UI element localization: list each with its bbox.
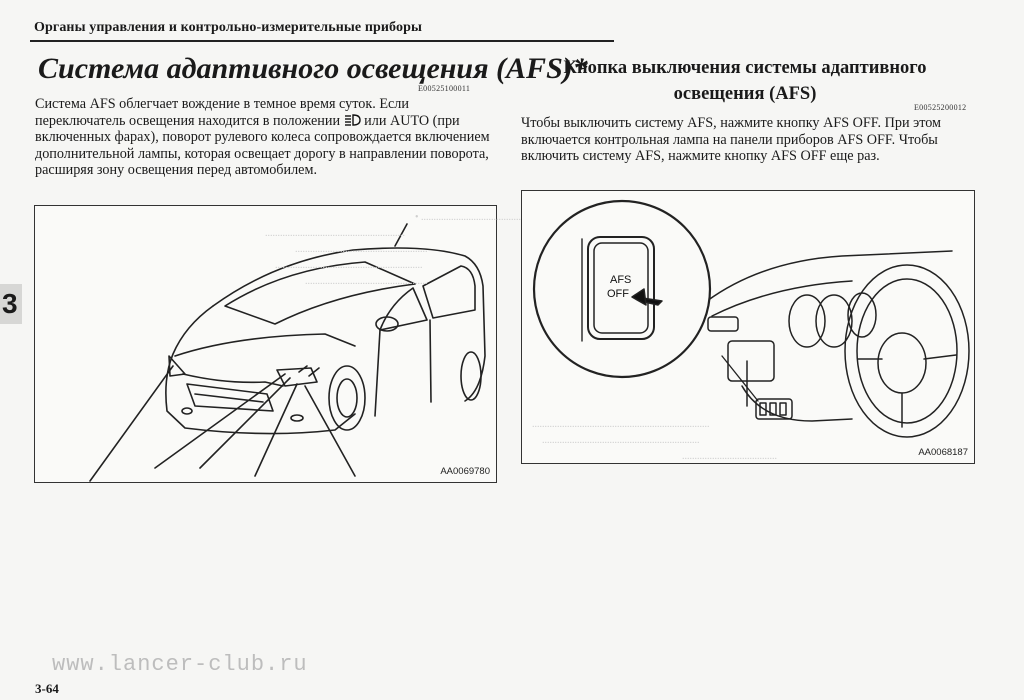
left-figure-code: AA0069780: [440, 466, 490, 477]
right-title-line-1: Кнопка выключения системы адаптивного: [563, 58, 927, 78]
chapter-tab: 3: [0, 284, 22, 324]
page-number: 3-64: [35, 681, 59, 696]
header-rule: [30, 40, 614, 42]
right-section-title: [545, 55, 945, 107]
left-section-title: Система адаптивного освещения (AFS)*: [38, 52, 588, 85]
car-illustration: • ........................................ ........................................................ ..................................................... ........................................................... ................................................. AA0069780: [34, 205, 497, 483]
afs-button-label-2: OFF: [607, 288, 629, 300]
right-body-text: Чтобы выключить систему AFS, нажмите кнопку AFS OFF. При этом включается контрольная лампа на панели приборов AFS OFF. Чтобы включить систему AFS, нажмите кнопку AFS OFF еще раз.: [521, 115, 942, 165]
dashboard-illustration: ....................................................................... ............................................................... ...................................... AFS OFF AA0068187: [521, 190, 975, 464]
right-figure-code: AA0068187: [918, 447, 968, 458]
left-body-text: [35, 96, 490, 179]
right-section-code: E00525200012: [914, 103, 967, 112]
left-section-code: E00525100011: [418, 84, 471, 93]
left-body-part-1: Система AFS облегчает вождение в темное время суток. Если переключатель освещения находится в положении: [35, 96, 409, 129]
left-body-part-2: или AUTO (при включенных фарах), поворот рулевого колеса сопровождается включением дополнительной лампы, которая освещает дорогу в направлении поворота, расширяя зону освещения перед автомобилем.: [35, 112, 490, 179]
afs-button-label-1: AFS: [610, 274, 632, 286]
section-header: Органы управления и контрольно-измерительные приборы: [34, 20, 422, 35]
headlamp-icon: [344, 114, 361, 126]
watermark: www.lancer-club.ru: [52, 652, 308, 677]
right-title-line-2: освещения (AFS): [673, 84, 817, 104]
